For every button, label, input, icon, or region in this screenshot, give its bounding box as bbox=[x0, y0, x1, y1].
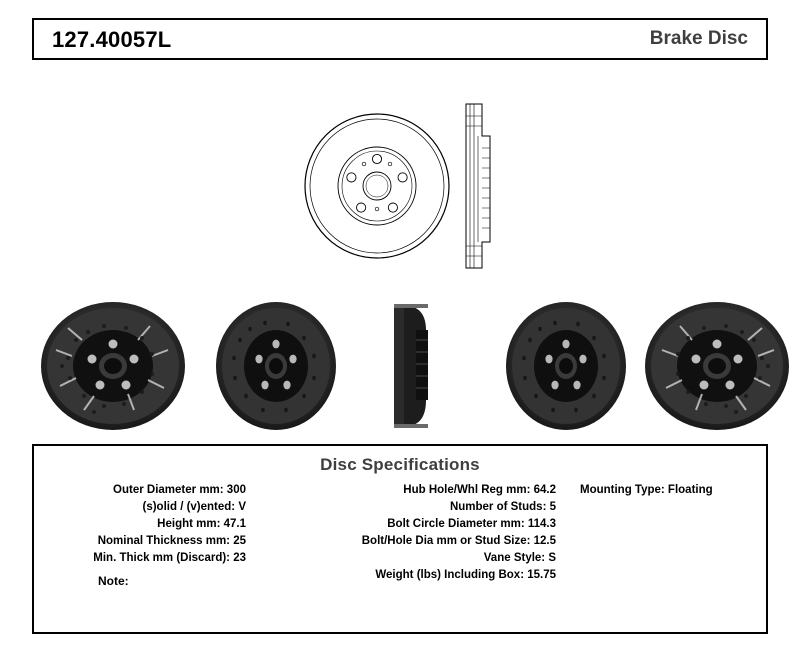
spec-hub-hole: Hub Hole/Whl Reg mm: 64.2 bbox=[403, 484, 556, 496]
header-bar bbox=[32, 18, 768, 60]
rotor-views-group bbox=[30, 300, 770, 435]
drilled-slotted-rotor-right-icon bbox=[642, 300, 792, 432]
drilled-slotted-rotor-left-icon bbox=[38, 300, 188, 432]
specs-column-left bbox=[34, 482, 246, 567]
brake-disc-edge-section-icon bbox=[460, 96, 502, 276]
spec-mounting-type: Mounting Type: Floating bbox=[580, 484, 713, 496]
drilled-rotor-angled-icon bbox=[208, 300, 344, 432]
drilled-rotor-angled-right-icon bbox=[498, 300, 634, 432]
rotor-edge-profile-icon bbox=[386, 300, 452, 432]
spec-height: Height mm: 47.1 bbox=[157, 518, 246, 530]
spec-bolt-hole-dia: Bolt/Hole Dia mm or Stud Size: 12.5 bbox=[361, 535, 556, 547]
part-number: 127.40057L bbox=[52, 27, 172, 52]
specs-heading: Disc Specifications bbox=[320, 455, 480, 474]
spec-min-thickness: Min. Thick mm (Discard): 23 bbox=[93, 552, 246, 564]
spec-outer-diameter: Outer Diameter mm: 300 bbox=[113, 484, 246, 496]
disc-specifications-panel bbox=[32, 444, 768, 634]
spec-bolt-circle-diameter: Bolt Circle Diameter mm: 114.3 bbox=[387, 518, 556, 530]
specs-columns bbox=[34, 482, 766, 592]
note-label: Note: bbox=[98, 574, 129, 588]
specs-column-right bbox=[580, 482, 780, 499]
top-illustration-group bbox=[280, 96, 540, 281]
spec-solid-vented: (s)olid / (v)ented: V bbox=[142, 501, 246, 513]
specs-column-middle bbox=[256, 482, 556, 584]
spec-weight: Weight (lbs) Including Box: 15.75 bbox=[375, 569, 556, 581]
spec-vane-style: Vane Style: S bbox=[483, 552, 556, 564]
spec-number-of-studs: Number of Studs: 5 bbox=[449, 501, 556, 513]
page-title: Brake Disc bbox=[649, 28, 748, 49]
brake-disc-face-outline-icon bbox=[302, 104, 452, 269]
spec-nominal-thickness: Nominal Thickness mm: 25 bbox=[97, 535, 246, 547]
